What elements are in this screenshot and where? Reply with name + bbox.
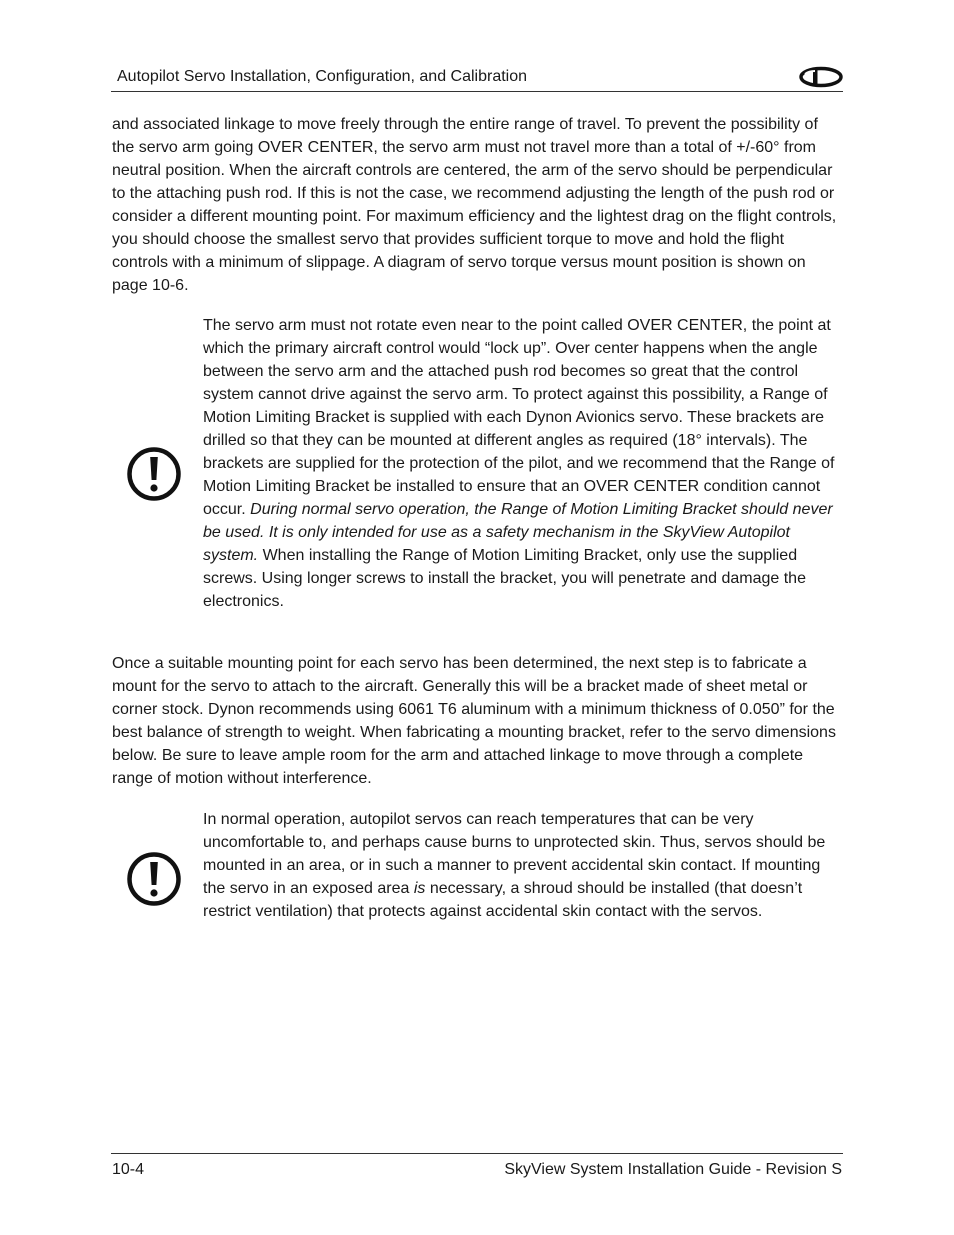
document-title: SkyView System Installation Guide - Revision S	[504, 1161, 842, 1178]
warning-exclamation-icon	[126, 446, 182, 502]
dynon-logo-icon	[799, 66, 843, 88]
note-1-text-continued: When installing the Range of Motion Limiting Bracket, only use the supplied screws. Using longer screws to install the bracket, you will penetrate and damage the electronics.	[203, 547, 806, 610]
note-2-text-continued: necessary, a shroud should be installed (that doesn’t restrict ventilation) that protects against accidental skin contact with the servos.	[203, 880, 803, 920]
page-footer	[111, 1153, 843, 1184]
page-header	[111, 62, 843, 92]
note-1-text: The servo arm must not rotate even near to the point called OVER CENTER, the point at which the primary aircraft control would “lock up”. Over center happens when the angle between the servo arm and the attached push rod becomes so great that the control system cannot drive against the servo arm. To protect against this possibility, a Range of Motion Limiting Bracket is supplied with each Dynon Avionics servo. These brackets are drilled so that they can be mounted at different angles as required (18° intervals). The brackets are supplied for the protection of the pilot, and we recommend that the Range of Motion Limiting Bracket be installed to ensure that an OVER CENTER condition cannot occur.	[203, 317, 835, 518]
warning-note-1	[203, 314, 843, 613]
page-number: 10-4	[112, 1161, 145, 1178]
warning-exclamation-icon	[126, 851, 182, 907]
note-2-italic-text: is	[413, 880, 426, 897]
note-1-italic-text: During normal servo operation, the Range of Motion Limiting Bracket should never be used. It is only intended for use as a safety mechanism in the SkyView Autopilot system.	[203, 501, 833, 564]
warning-note-2	[203, 808, 843, 923]
note-2-text: In normal operation, autopilot servos can reach temperatures that can be very uncomfortable to, and perhaps cause burns to unprotected skin. Thus, servos should be mounted in an area, or in such a manner to prevent accidental skin contact. If mounting the servo in an exposed area	[203, 811, 826, 897]
body-paragraph-1: and associated linkage to move freely through the entire range of travel. To prevent the possibility of the servo arm going OVER CENTER, the servo arm must not travel more than a total of +/-60° from neutral position. When the aircraft controls are centered, the arm of the servo should be perpendicular to the attaching push rod. If this is not the case, we recommend adjusting the length of the push rod or consider a different mounting point. For maximum efficiency and the lightest drag on the flight controls, you should choose the smallest servo that provides sufficient torque to move and hold the flight controls with a minimum of slippage. A diagram of servo torque versus mount position is shown on page 10-6.	[112, 116, 837, 294]
body-paragraph-2: Once a suitable mounting point for each servo has been determined, the next step is to fabricate a mount for the servo to attach to the aircraft. Generally this will be a bracket made of sheet metal or corner stock. Dynon recommends using 6061 T6 aluminum with a minimum thickness of 0.050” for the best balance of strength to weight. When fabricating a mounting bracket, refer to the servo dimensions below. Be sure to leave ample room for the arm and attached linkage to move through a complete range of motion without interference.	[112, 655, 836, 787]
header-title: Autopilot Servo Installation, Configuration, and Calibration	[117, 68, 528, 85]
